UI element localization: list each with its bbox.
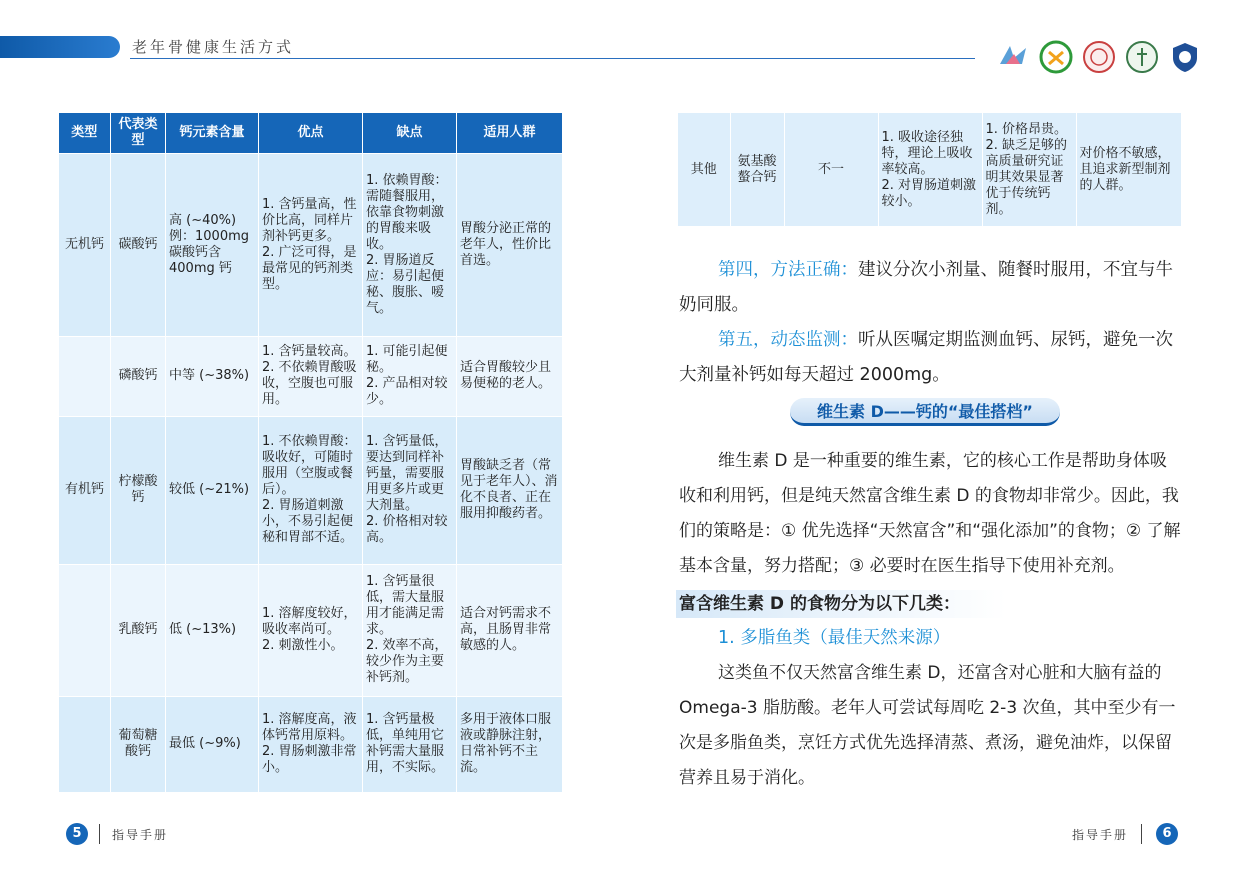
paragraph-fatty-fish: 这类鱼不仅天然富含维生素 D，还富含对心脏和大脑有益的 Omega-3 脂肪酸。老年人可尝试每周吃 2-3 次鱼，其中至少有一次是多脂鱼类，烹饪方式优先选择清蒸、煮汤，避免油炸，以保留营养且易于消化。 — [679, 663, 1176, 788]
footer-separator-right — [1141, 824, 1142, 844]
footer-label-left: 指导手册 — [112, 828, 169, 842]
page-number-right: 6 — [1156, 823, 1178, 845]
table-row — [59, 696, 563, 792]
monitoring-label: 第五，动态监测： — [718, 330, 858, 350]
cell-pros: 1. 不依赖胃酸：吸收好，可随时服用（空腹或餐后）。 2. 胃肠道刺激小，不易引起便秘和胃部不适。 — [259, 416, 363, 564]
cell-people: 多用于液体口服液或静脉注射，日常补钙不主流。 — [457, 696, 563, 792]
paragraph-method — [679, 253, 1183, 323]
cell-name: 乳酸钙 — [111, 564, 166, 696]
cell-type: 无机钙 — [59, 153, 111, 336]
cell-type: 有机钙 — [59, 416, 111, 564]
fatty-fish-subheading: 1. 多脂鱼类（最佳天然来源） — [718, 628, 951, 648]
table-header-row — [59, 113, 563, 153]
cell-people: 适合对钙需求不高，且肠胃非常敏感的人。 — [457, 564, 563, 696]
cell-type — [59, 696, 111, 792]
header-divider — [130, 58, 975, 59]
seal-emblem-icon — [1082, 40, 1116, 74]
footer-label-right: 指导手册 — [1072, 828, 1129, 842]
partner-logos — [996, 40, 1202, 74]
method-label: 第四，方法正确： — [718, 260, 858, 280]
col-header-type: 类型 — [59, 113, 111, 153]
cell-name: 柠檬酸钙 — [111, 416, 166, 564]
cell-content: 不一 — [784, 113, 878, 226]
cell-name: 碳酸钙 — [111, 153, 166, 336]
page-header-title: 老年骨健康生活方式 — [132, 38, 295, 56]
calcium-types-table — [58, 113, 563, 793]
cell-content: 较低 (~21%) — [166, 416, 259, 564]
table-row — [678, 113, 1181, 226]
cell-pros: 1. 含钙量高，性价比高，同样片剂补钙更多。 2. 广泛可得，是最常见的钙剂类型。 — [259, 153, 363, 336]
paragraph-monitoring — [679, 323, 1183, 393]
cell-people: 胃酸缺乏者（常见于老年人）、消化不良者、正在服用抑酸药者。 — [457, 416, 563, 564]
cell-type: 其他 — [678, 113, 730, 226]
cell-cons: 1. 价格昂贵。 2. 缺乏足够的高质量研究证明其效果显著优于传统钙剂。 — [982, 113, 1076, 226]
cell-pros: 1. 溶解度较好，吸收率尚可。 2. 刺激性小。 — [259, 564, 363, 696]
brand-logo-icon — [996, 40, 1030, 74]
method-text: 建议分次小剂量、随餐时服用，不宜与牛奶同服。 — [679, 260, 1173, 315]
cell-content: 高 (~40%)例：1000mg碳酸钙含400mg 钙 — [166, 153, 259, 336]
calcium-types-table-continued — [678, 113, 1182, 226]
col-header-content: 钙元素含量 — [166, 113, 259, 153]
col-header-people: 适用人群 — [457, 113, 563, 153]
table-row — [59, 564, 563, 696]
monitoring-text: 听从医嘱定期监测血钙、尿钙，避免一次大剂量补钙如每天超过 2000mg。 — [679, 330, 1173, 385]
table-row — [59, 416, 563, 564]
cell-name: 氨基酸螯合钙 — [730, 113, 784, 226]
cell-cons: 1. 可能引起便秘。 2. 产品相对较少。 — [363, 336, 457, 416]
section-title-vitamin-d: 维生素 D——钙的“最佳搭档” — [790, 398, 1060, 426]
cell-cons: 1. 含钙量很低，需大量服用才能满足需求。 2. 效率不高，较少作为主要补钙剂。 — [363, 564, 457, 696]
cell-people: 对价格不敏感，且追求新型制剂的人群。 — [1076, 113, 1181, 226]
cell-pros: 1. 溶解度高，液体钙常用原料。 2. 胃肠刺激非常小。 — [259, 696, 363, 792]
col-header-pros: 优点 — [259, 113, 363, 153]
table-row — [59, 336, 563, 416]
cell-cons: 1. 依赖胃酸：需随餐服用，依靠食物刺激的胃酸来吸收。 2. 胃肠道反应：易引起便秘、腹胀、嗳气。 — [363, 153, 457, 336]
cell-pros: 1. 吸收途径独特，理论上吸收率较高。 2. 对胃肠道刺激较小。 — [878, 113, 982, 226]
cell-cons: 1. 含钙量低，要达到同样补钙量，需要服用更多片或更大剂量。 2. 价格相对较高。 — [363, 416, 457, 564]
cell-people: 适合胃酸较少且易便秘的老人。 — [457, 336, 563, 416]
page-number-left: 5 — [66, 823, 88, 845]
header-accent-bar — [0, 36, 120, 58]
cell-pros: 1. 含钙量较高。 2. 不依赖胃酸吸收，空腹也可服用。 — [259, 336, 363, 416]
cell-content: 中等 (~38%) — [166, 336, 259, 416]
col-header-name: 代表类型 — [111, 113, 166, 153]
cell-content: 低 (~13%) — [166, 564, 259, 696]
cell-type — [59, 336, 111, 416]
food-categories-heading: 富含维生素 D 的食物分为以下几类： — [676, 590, 1006, 618]
cell-name: 磷酸钙 — [111, 336, 166, 416]
cell-content: 最低 (~9%) — [166, 696, 259, 792]
medical-emblem-icon — [1125, 40, 1159, 74]
cell-cons: 1. 含钙量极低，单纯用它补钙需大量服用，不实际。 — [363, 696, 457, 792]
footer-separator-left — [99, 824, 100, 844]
table-row — [59, 153, 563, 336]
cell-people: 胃酸分泌正常的老年人，性价比首选。 — [457, 153, 563, 336]
cell-type — [59, 564, 111, 696]
col-header-cons: 缺点 — [363, 113, 457, 153]
green-emblem-icon — [1039, 40, 1073, 74]
paragraph-vitamin-d: 维生素 D 是一种重要的维生素，它的核心工作是帮助身体吸收和利用钙，但是纯天然富含维生素 D 的食物却非常少。因此，我们的策略是：① 优先选择“天然富含”和“强化添加”的食物；② 了解基本含量，努力搭配；③ 必要时在医生指导下使用补充剂。 — [679, 451, 1181, 576]
cell-name: 葡萄糖酸钙 — [111, 696, 166, 792]
shield-emblem-icon — [1168, 40, 1202, 74]
